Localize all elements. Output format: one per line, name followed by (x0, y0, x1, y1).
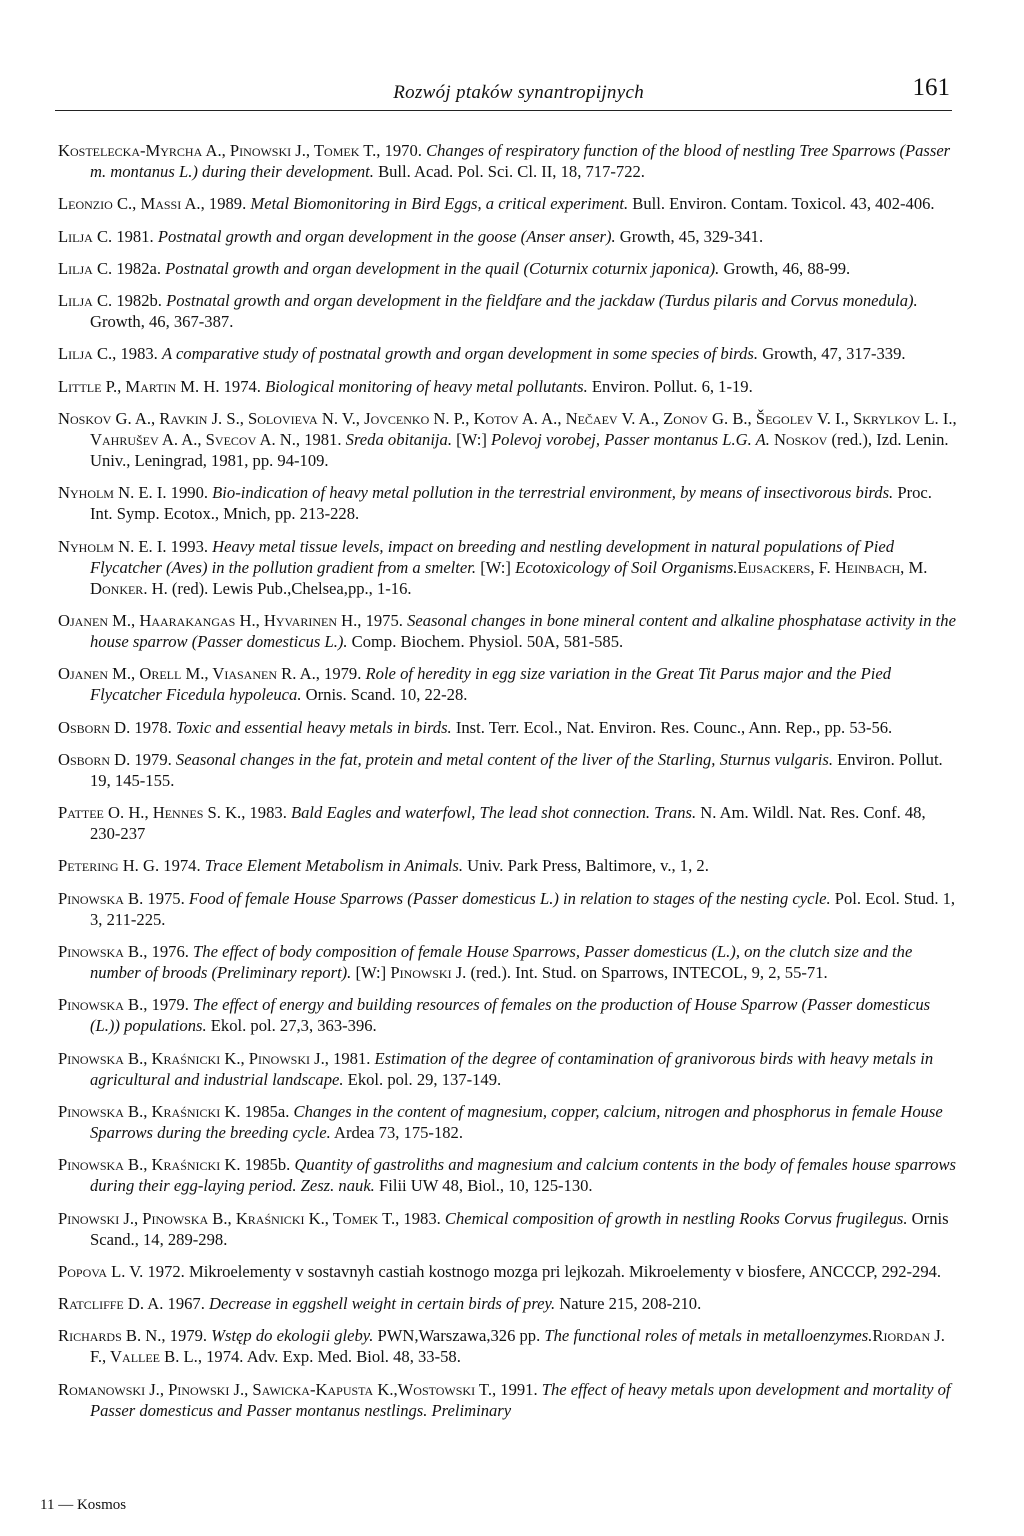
page-header (55, 76, 952, 111)
reference-authors: Pattee O. H., Hennes S. K. (58, 803, 242, 823)
reference-source: Univ. Park Press, Baltimore, v., 1, 2. (463, 856, 709, 876)
reference-source: Pol. Ecol. Stud. 1, 3, 211-225. (90, 888, 956, 929)
reference-authors: Kostelecka-Myrcha A., Pinowski J., Tomek T. (58, 141, 377, 160)
reference-source: . H. (143, 578, 172, 598)
reference-title: A comparative study of postnatal growth and organ development in some species of birds. (161, 344, 759, 364)
reference-title: The functional roles of metals in metalloenzymes. (544, 1326, 873, 1346)
reference-year: 1985b. (240, 1155, 295, 1175)
reference-year: 1979. (130, 749, 176, 769)
reference-title: Polevoj vorobej, Passer montanus L.G. A. (491, 430, 770, 450)
reference-authors: Eijsackers, F. Heinbach, M. Donker (90, 557, 928, 598)
reference-entry (58, 749, 958, 791)
reference-entry (58, 343, 958, 364)
reference-source: [W:] (452, 430, 492, 450)
reference-title: Postnatal growth and organ development in the goose (Anser anser). (157, 226, 616, 246)
reference-list (58, 140, 958, 1432)
reference-authors: Osborn D. (58, 749, 131, 769)
reference-entry (58, 1379, 958, 1421)
reference-authors: Pinowski J., Pinowska B., Kraśnicki K., Tomek T. (58, 1208, 396, 1228)
reference-title: Seasonal changes in bone mineral content and alkaline phosphatase activity in the house sparrow (Passer domesticus L.). (90, 610, 956, 651)
reference-authors: Pinowska B. (58, 995, 144, 1015)
reference-authors: Nyholm N. E. I. (58, 483, 167, 503)
reference-year: , 1983. (395, 1208, 445, 1228)
reference-entry (58, 802, 958, 844)
reference-source: Nature 215, 208-210. (555, 1294, 702, 1314)
reference-source: Growth, 47, 317-339. (758, 344, 906, 364)
reference-year: 1967. (163, 1294, 210, 1314)
reference-entry (58, 1101, 958, 1143)
reference-authors: Pinowska B. (58, 942, 144, 962)
reference-title: Changes in the content of magnesium, copper, calcium, nitrogen and phosphorus in female House Sparrows during the breeding cycle. (90, 1101, 943, 1142)
reference-authors: Ojanen M., Orell M., Viasanen R. A. (58, 664, 316, 684)
reference-source: , 1974. (197, 1347, 247, 1367)
reference-title: Role of heredity in egg size variation in the Great Tit Parus major and the Pied Flycatcher Ficedula hypoleuca. (90, 664, 892, 705)
reference-year: , 1989. (200, 194, 251, 214)
reference-source: PWN,Warszawa,326 pp. (373, 1326, 545, 1346)
reference-entry (58, 994, 958, 1036)
page-footer: 11 — Kosmos (40, 1497, 127, 1513)
reference-year: , 1983. (112, 344, 162, 364)
reference-title: Quantity of gastroliths and magnesium and calcium contents in the body of females house sparrows during their egg-laying period. Zesz. nauk. (90, 1155, 956, 1196)
reference-authors: Romanowski J., Pinowski J., Sawicka-Kapusta K.,Wostowski T. (58, 1379, 492, 1399)
reference-entry (58, 226, 958, 247)
reference-title: The effect of energy and building resources of females on the production of House Sparrow (Passer domesticus (L.)) populations. (90, 995, 931, 1036)
reference-title: Biological monitoring of heavy metal pollutants. (265, 376, 588, 396)
reference-year: , 1983. (241, 803, 291, 823)
reference-year: 1972. (143, 1261, 189, 1281)
reference-title: Chemical composition of growth in nestling Rooks Corvus frugilegus. (444, 1208, 908, 1228)
reference-entry (58, 663, 958, 705)
reference-authors: Lilja C. (58, 226, 113, 246)
reference-entry (58, 610, 958, 652)
reference-entry (58, 482, 958, 524)
reference-year: 1985a. (240, 1101, 294, 1121)
reference-authors: Popova L. V. (58, 1261, 144, 1281)
reference-title: Postnatal growth and organ development in the quail (Coturnix coturnix japonica). (165, 258, 720, 278)
reference-entry (58, 1325, 958, 1367)
reference-source: Growth, 46, 88-99. (719, 258, 851, 278)
reference-title: Bio-indication of heavy metal pollution in the terrestrial environment, by means of insectivorous birds. (212, 483, 894, 503)
reference-source: Adv. Exp. Med. Biol. 48, 33-58. (246, 1347, 461, 1367)
reference-title: Decrease in eggshell weight in certain birds of prey. (209, 1294, 556, 1314)
reference-entry (58, 1154, 958, 1196)
reference-source: Filii UW 48, Biol., 10, 125-130. (374, 1176, 593, 1196)
reference-source: Inst. Terr. Ecol., Nat. Environ. Res. Counc., Ann. Rep., pp. 53-56. (451, 717, 893, 737)
reference-authors: Little P., Martin M. H. (58, 376, 220, 396)
reference-authors: Pinowska B. (58, 888, 144, 908)
reference-source: Environ. Pollut. 19, 145-155. (90, 749, 943, 790)
reference-entry (58, 717, 958, 738)
reference-year: , 1991. (491, 1379, 542, 1399)
reference-entry (58, 1208, 958, 1250)
reference-entry (58, 193, 958, 214)
reference-source: (red). Lewis Pub.,Chelsea,pp., 1-16. (171, 578, 412, 598)
reference-entry (58, 888, 958, 930)
reference-authors: Osborn D. (58, 717, 131, 737)
reference-source: Bull. Environ. Contam. Toxicol. 43, 402-406. (628, 194, 935, 214)
reference-title: Seasonal changes in the fat, protein and metal content of the liver of the Starling, Sturnus vulgaris. (175, 749, 833, 769)
reference-source: Ardea 73, 175-182. (330, 1122, 463, 1142)
reference-authors: Pinowski J. (390, 963, 467, 983)
reference-source: Proc. Int. Symp. Ecotox., Mnich, pp. 213-228. (90, 483, 932, 524)
reference-source: Growth, 46, 367-387. (90, 312, 234, 332)
reference-title: Ecotoxicology of Soil Organisms. (515, 557, 738, 577)
reference-year: 1993. (166, 536, 213, 556)
reference-entry (58, 1293, 958, 1314)
reference-year: 1982a. (112, 258, 166, 278)
reference-entry (58, 1261, 958, 1282)
reference-source: (red.), Izd. Lenin. Univ., Leningrad, 1981, pp. 94-109. (90, 430, 949, 471)
reference-title: Toxic and essential heavy metals in birds. (175, 717, 452, 737)
reference-source: Ornis Scand., 14, 289-298. (90, 1208, 949, 1249)
reference-source: Mikroelementy v sostavnyh castiah kostnogo mozga pri lejkozah. Mikroelementy v biosfere, ANCCCP, 292-294. (188, 1261, 942, 1281)
reference-entry (58, 290, 958, 332)
reference-year: , 1981. (295, 430, 346, 450)
reference-year: , 1981. (324, 1048, 375, 1068)
reference-year: 1974. (219, 376, 266, 396)
reference-authors: Petering H. G. (58, 856, 160, 876)
reference-entry (58, 536, 958, 599)
reference-year: 1974. (159, 856, 205, 876)
reference-title: Sreda obitanija. (345, 430, 452, 450)
reference-source: Ekol. pol. 27,3, 363-396. (206, 1016, 377, 1036)
reference-entry (58, 855, 958, 876)
reference-title: Postnatal growth and organ development in the fieldfare and the jackdaw (Turdus pilaris and Corvus monedula). (166, 291, 918, 311)
reference-title: Bald Eagles and waterfowl, The lead shot connection. Trans. (290, 803, 697, 823)
reference-authors: Pinowska B., Kraśnicki K. (58, 1101, 241, 1121)
reference-title: Changes of respiratory function of the blood of nestling Tree Sparrows (Passer m. montanus L.) during their development. (90, 141, 951, 181)
reference-source: Comp. Biochem. Physiol. 50A, 581-585. (347, 631, 624, 651)
reference-year: , 1979. (161, 1326, 212, 1346)
reference-year: 1982b. (112, 291, 167, 311)
reference-authors: Riordan J. F., Vallee B. L. (90, 1326, 945, 1367)
reference-year: 1978. (130, 717, 176, 737)
reference-authors: Pinowska B., Kraśnicki K., Pinowski J. (58, 1048, 325, 1068)
reference-title: Heavy metal tissue levels, impact on breeding and nestling development in natural populations of Pied Flycatcher (Aves) in the pollution gradient from a smelter. (90, 536, 895, 577)
reference-year: 1981. (112, 226, 158, 246)
reference-year: , 1970. (376, 141, 427, 160)
reference-entry (58, 941, 958, 983)
reference-year: , 1975. (357, 610, 408, 630)
reference-authors: Noskov (769, 430, 828, 450)
reference-authors: Lilja C. (58, 344, 113, 364)
reference-authors: Pinowska B., Kraśnicki K. (58, 1155, 241, 1175)
reference-source: Bull. Acad. Pol. Sci. Cl. II, 18, 717-722. (373, 162, 645, 181)
reference-authors: Lilja C. (58, 258, 113, 278)
reference-year: 1990. (166, 483, 213, 503)
reference-source: Environ. Pollut. 6, 1-19. (587, 376, 753, 396)
reference-authors: Lilja C. (58, 291, 113, 311)
reference-source: Growth, 45, 329-341. (615, 226, 764, 246)
reference-authors: Richards B. N. (58, 1326, 162, 1346)
reference-authors: Nyholm N. E. I. (58, 536, 167, 556)
reference-year: , 1979. (143, 995, 194, 1015)
reference-source: Ekol. pol. 29, 137-149. (343, 1069, 502, 1089)
reference-title: The effect of heavy metals upon development and mortality of Passer domesticus and Passer montanus nestlings. Preliminary (90, 1379, 951, 1420)
reference-authors: Leonzio C., Massi A. (58, 194, 201, 214)
reference-source: [W:] (476, 557, 516, 577)
reference-title: Food of female House Sparrows (Passer domesticus L.) in relation to stages of the nesting cycle. (188, 888, 831, 908)
reference-title: Metal Biomonitoring in Bird Eggs, a critical experiment. (250, 194, 629, 214)
reference-entry (58, 376, 958, 397)
reference-authors: Ojanen M., Haarakangas H., Hyvarinen H. (58, 610, 358, 630)
reference-title: Estimation of the degree of contamination of granivorous birds with heavy metals in agricultural and industrial landscape. (90, 1048, 934, 1089)
reference-entry (58, 1048, 958, 1090)
reference-authors: Noskov G. A., Ravkin J. S., Solovieva N. V., Jovcenko N. P., Kotov A. A., Nečaev V. A., Zonov G. B., Šegolev V. I., Skrylkov L. I., Vahrušev A. A., Svecov A. N. (58, 409, 957, 450)
reference-entry (58, 140, 958, 182)
reference-source: (red.). Int. Stud. on Sparrows, INTECOL, 9, 2, 55-71. (466, 963, 828, 983)
reference-entry (58, 258, 958, 279)
reference-title: Trace Element Metabolism in Animals. (204, 856, 464, 876)
reference-entry (58, 408, 958, 471)
reference-source: Ornis. Scand. 10, 22-28. (301, 685, 468, 705)
reference-year: 1975. (143, 888, 189, 908)
reference-source: [W:] (351, 963, 391, 983)
running-title: Rozwój ptaków synantropijnych (393, 82, 644, 103)
reference-title: Wstęp do ekologii gleby. (211, 1326, 374, 1346)
reference-source: N. Am. Wildl. Nat. Res. Conf. 48, 230-237 (90, 803, 926, 844)
reference-title: The effect of body composition of female House Sparrows, Passer domesticus (L.), on the clutch size and the number of broods (Preliminary report). (90, 942, 913, 983)
reference-year: , 1979. (315, 664, 366, 684)
reference-authors: Ratcliffe D. A. (58, 1294, 164, 1314)
reference-year: , 1976. (143, 942, 194, 962)
page-number: 161 (912, 74, 950, 101)
